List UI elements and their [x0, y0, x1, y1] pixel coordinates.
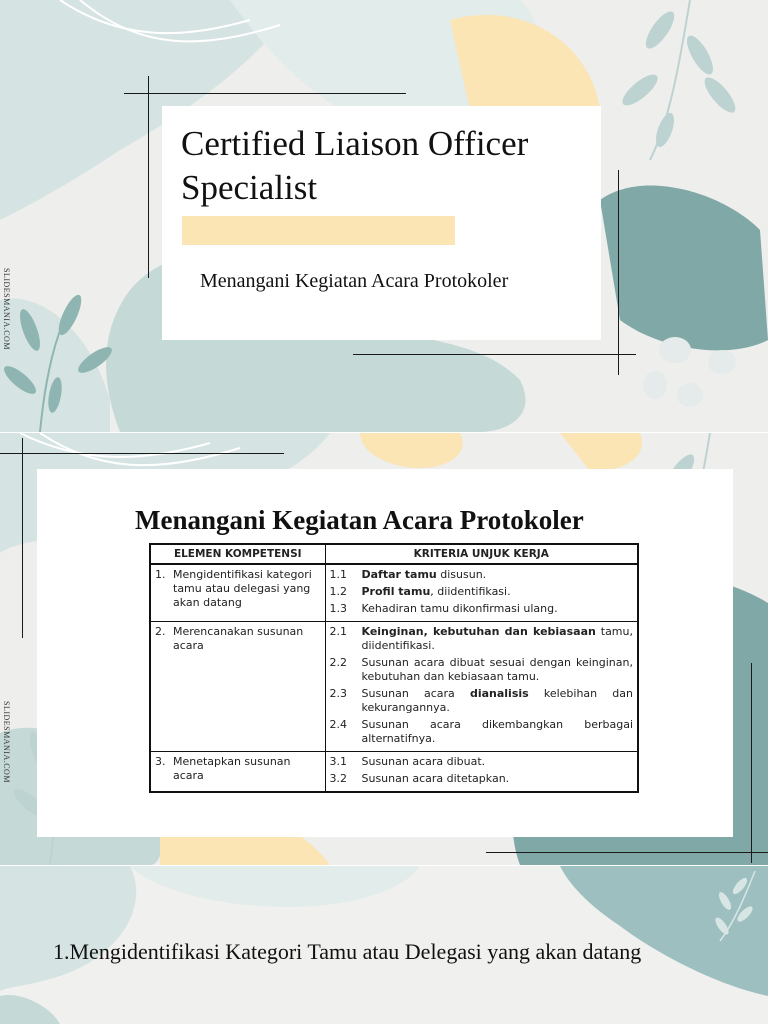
table-card: [37, 469, 733, 837]
criteria-cell: [325, 752, 638, 793]
text-slide: [0, 866, 768, 1024]
frame-line-top: [124, 93, 406, 94]
frame-line-bottom: [486, 852, 768, 853]
criteria-text: Susunan acara dibuat sesuai dengan keinginan, kebutuhan dan kebiasaan tamu.: [361, 656, 633, 683]
slide-title: Certified Liaison Officer Specialist: [181, 124, 529, 207]
table-header-row: [150, 544, 638, 564]
criteria-cell: [325, 622, 638, 752]
frame-line-left: [148, 76, 149, 278]
criteria-text: Susunan acara dibuat.: [361, 755, 486, 768]
element-number: 3.: [155, 755, 166, 768]
criteria-text: Keinginan, kebutuhan dan kebiasaan tamu, diidentifikasi.: [361, 625, 633, 652]
criteria-number: 2.3: [329, 687, 347, 700]
criteria-item: [330, 718, 634, 746]
criteria-number: 3.2: [329, 772, 347, 785]
criteria-item: [330, 755, 634, 769]
criteria-text: Susunan acara dianalisis kelebihan dan kekurangannya.: [361, 687, 633, 714]
table-heading: Menangani Kegiatan Acara Protokoler: [135, 505, 584, 535]
criteria-number: 2.4: [329, 718, 347, 731]
element-cell: [150, 622, 325, 752]
criteria-text: Daftar tamu disusun.: [361, 568, 487, 581]
criteria-number: 3.1: [329, 755, 347, 768]
frame-line-right: [751, 663, 752, 863]
criteria-number: 1.3: [329, 602, 347, 615]
slide-body-text: 1.Mengidentifikasi Kategori Tamu atau Delegasi yang akan datang: [53, 939, 642, 964]
slide-subtitle: Menangani Kegiatan Acara Protokoler: [200, 270, 509, 292]
table-row: [150, 564, 638, 622]
criteria-cell: [325, 564, 638, 622]
criteria-item: [330, 568, 634, 582]
criteria-item: [330, 585, 634, 599]
criteria-item: [330, 656, 634, 684]
criteria-text: Kehadiran tamu dikonfirmasi ulang.: [361, 602, 558, 615]
element-cell: [150, 564, 325, 622]
column-header: KRITERIA UNJUK KERJA: [325, 544, 638, 564]
element-text: Merencanakan susunan acara: [173, 625, 304, 652]
title-slide: [0, 0, 768, 432]
criteria-text: Susunan acara ditetapkan.: [361, 772, 510, 785]
watermark-label: SLIDESMANIA.COM: [2, 701, 11, 783]
frame-line-bottom: [353, 354, 636, 355]
table-row: [150, 622, 638, 752]
element-number: 2.: [155, 625, 166, 638]
criteria-number: 1.1: [329, 568, 347, 581]
criteria-number: 2.1: [329, 625, 347, 638]
criteria-item: [330, 687, 634, 715]
frame-line-top: [0, 453, 284, 454]
element-text: Menetapkan susunan acara: [173, 755, 291, 782]
table-row: [150, 752, 638, 793]
element-number: 1.: [155, 568, 166, 581]
watermark-label: SLIDESMANIA.COM: [2, 268, 11, 350]
competency-table: [149, 543, 639, 793]
criteria-item: [330, 625, 634, 653]
criteria-number: 2.2: [329, 656, 347, 669]
criteria-text: Profil tamu, diidentifikasi.: [361, 585, 511, 598]
accent-bar: [182, 216, 455, 245]
element-text: Mengidentifikasi kategori tamu atau delegasi yang akan datang: [173, 568, 312, 609]
element-cell: [150, 752, 325, 793]
column-header: ELEMEN KOMPETENSI: [150, 544, 325, 564]
criteria-item: [330, 772, 634, 786]
frame-line-left: [22, 438, 23, 638]
title-card: [162, 106, 601, 340]
frame-line-right: [618, 170, 619, 375]
criteria-number: 1.2: [329, 585, 347, 598]
criteria-text: Susunan acara dikembangkan berbagai alternatifnya.: [361, 718, 633, 745]
table-slide: [0, 433, 768, 865]
criteria-item: [330, 602, 634, 616]
